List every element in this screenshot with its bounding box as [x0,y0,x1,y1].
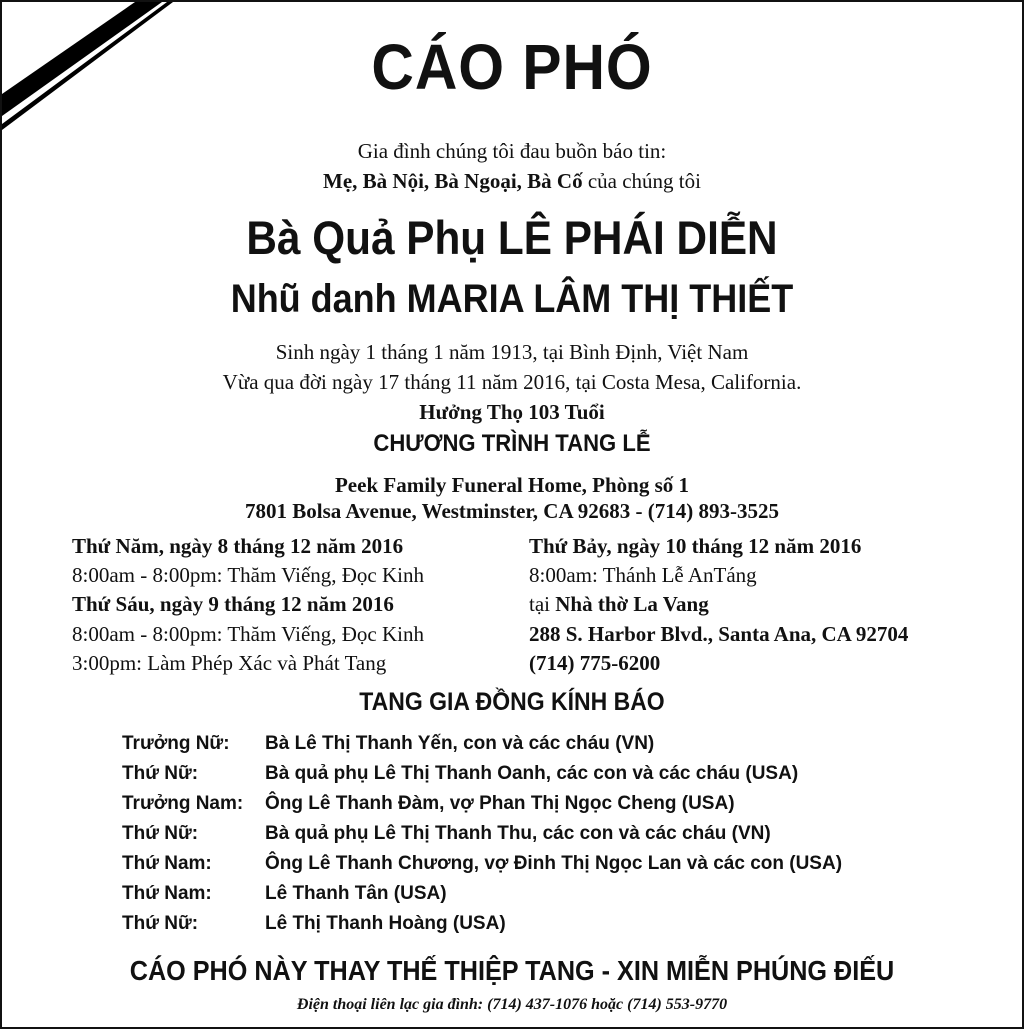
relations-bold: Mẹ, Bà Nội, Bà Ngoại, Bà Cố [323,169,583,193]
family-member: Bà Lê Thị Thanh Yến, con và các cháu (VN) [265,733,655,754]
family-title: TANG GIA ĐỒNG KÍNH BÁO [359,688,665,716]
death-info: Vừa qua đời ngày 17 tháng 11 năm 2016, tại Costa Mesa, California. [222,370,802,394]
family-role: Thứ Nữ: [122,763,199,784]
closing-notice: CÁO PHÓ NÀY THAY THẾ THIỆP TANG - XIN MIỄN PHÚNG ĐIẾU [129,955,895,986]
schedule-day2-date: Thứ Sáu, ngày 9 tháng 12 năm 2016 [72,592,394,616]
family-member: Ông Lê Thanh Đàm, vợ Phan Thị Ngọc Cheng (USA) [265,793,735,814]
family-role: Thứ Nữ: [122,913,199,934]
schedule-day2-event1: 8:00am - 8:00pm: Thăm Viếng, Đọc Kinh [72,622,425,646]
church-name: Nhà thờ La Vang [555,592,709,616]
church-line [529,592,709,617]
family-role: Trưởng Nam: [122,793,244,814]
relations-suffix: của chúng tôi [582,169,701,193]
funeral-venue: Peek Family Funeral Home, Phòng số 1 [334,473,690,497]
deceased-name: Bà Quả Phụ LÊ PHÁI DIỄN [246,211,778,264]
church-phone: (714) 775-6200 [529,651,661,675]
family-role: Thứ Nữ: [122,823,199,844]
family-role: Trưởng Nữ: [122,733,230,754]
page-title: CÁO PHÓ [371,31,653,103]
family-member: Lê Thị Thanh Hoàng (USA) [265,913,506,934]
relations-line [2,169,1022,194]
family-role: Thứ Nam: [122,883,212,904]
family-member: Bà quả phụ Lê Thị Thanh Oanh, các con và các cháu (USA) [265,763,799,784]
schedule-day1-event: 8:00am - 8:00pm: Thăm Viếng, Đọc Kinh [72,563,425,587]
age-info: Hưởng Thọ 103 Tuổi [419,400,605,424]
birth-info: Sinh ngày 1 tháng 1 năm 1913, tại Bình Định, Việt Nam [275,340,749,364]
family-member: Lê Thanh Tân (USA) [265,883,447,904]
church-address: 288 S. Harbor Blvd., Santa Ana, CA 92704 [529,622,909,646]
intro-line: Gia đình chúng tôi đau buồn báo tin: [357,139,667,163]
schedule-day2-event2: 3:00pm: Làm Phép Xác và Phát Tang [72,651,387,675]
schedule-day3-event: 8:00am: Thánh Lễ AnTáng [529,563,757,587]
family-member: Ông Lê Thanh Chương, vợ Đinh Thị Ngọc Lan và các con (USA) [265,853,843,874]
program-title: CHƯƠNG TRÌNH TANG LỄ [373,430,651,457]
church-prefix: tại [529,592,556,616]
family-member: Bà quả phụ Lê Thị Thanh Thu, các con và các cháu (VN) [265,823,771,844]
schedule-day3-date: Thứ Bảy, ngày 10 tháng 12 năm 2016 [529,534,862,558]
schedule-day1-date: Thứ Năm, ngày 8 tháng 12 năm 2016 [72,534,404,558]
funeral-address: 7801 Bolsa Avenue, Westminster, CA 92683 - (714) 893-3525 [245,499,779,523]
family-role: Thứ Nam: [122,853,212,874]
maiden-name: Nhũ danh MARIA LÂM THỊ THIẾT [230,277,794,321]
contact-phone: Điện thoại liên lạc gia đình: (714) 437-1076 hoặc (714) 553-9770 [296,996,728,1013]
